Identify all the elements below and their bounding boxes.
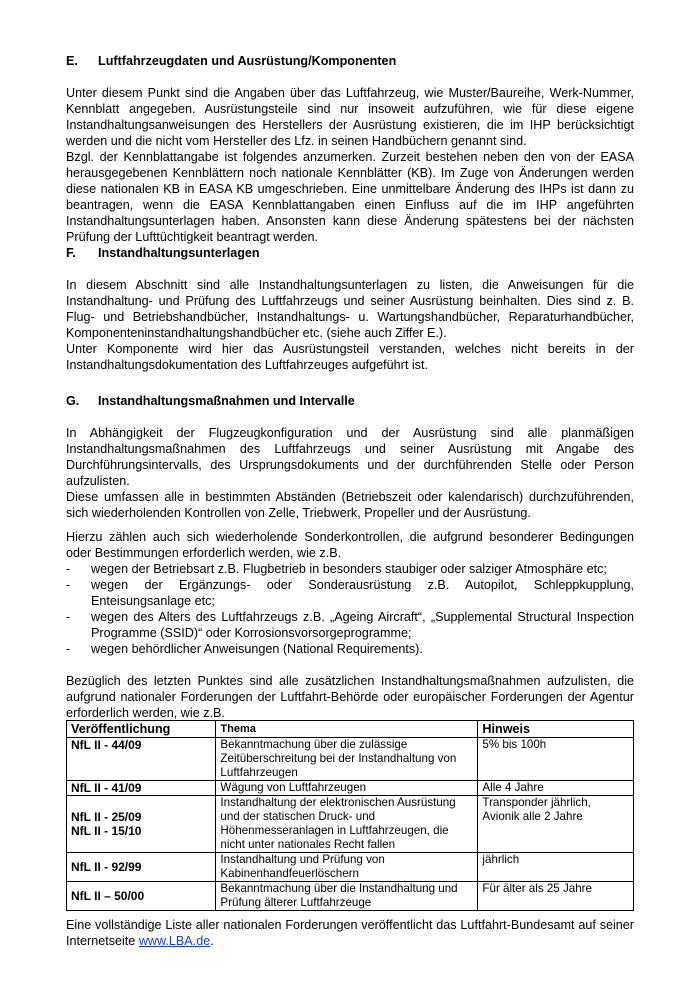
section-e-paragraph-1: Unter diesem Punkt sind die Angaben über das Luftfahrzeug, wie Muster/Baureihe, Werk-Nummer, Kennblatt angegeben. Ausrüstungsteile sind nur insoweit aufzuführen, wie für diese eigene Instandhaltungsanweisungen des Herstellers der Ausrüstung existieren, die im IHP berücksichtigt werden und die nicht vom Hersteller des Lfz. in seinen Handbüchern genannt sind. <box>66 86 634 148</box>
section-e-letter: E. <box>66 54 78 68</box>
bullet-marker: - <box>66 642 71 656</box>
section-g-paragraph-4: Bezüglich des letzten Punktes sind alle zusätzlichen Instandhaltungsmaßnahmen aufzulisten, die aufgrund nationaler Forderungen der Luftfahrt-Behörde oder europäischer Forderungen der Agentur erforderlich werden, wie z.B. <box>66 674 634 720</box>
publication-cell: NfL II - 41/09 <box>67 781 216 796</box>
list-item <box>66 609 634 641</box>
publication-line: NfL II - 15/10 <box>71 824 142 838</box>
publication-cell: NfL II - 92/99 <box>67 853 216 882</box>
table-row <box>67 738 634 781</box>
list-item <box>66 577 634 609</box>
note-line: Transponder jährlich, <box>482 796 591 809</box>
publication-cell: NfL II - 44/09 <box>67 738 216 781</box>
table-row <box>67 781 634 796</box>
note-cell: Alle 4 Jahre <box>478 781 634 796</box>
section-g-title: Instandhaltungsmaßnahmen und Intervalle <box>98 394 355 408</box>
section-f-heading <box>66 245 260 261</box>
footer-text: Eine vollständige Liste aller nationalen Forderungen veröffentlicht das Luftfahrt-Bundesamt auf seiner Internetseite <box>66 918 634 948</box>
list-item <box>66 561 634 577</box>
note-cell: jährlich <box>478 853 634 882</box>
section-g-paragraph-1: In Abhängigkeit der Flugzeugkonfiguration und der Ausrüstung sind alle planmäßigen Instandhaltungsmaßnahmen des Luftfahrzeugs und seiner Ausrüstung mit Angabe des Durchführungsintervalls, des Ursprungsdokuments und der durchführenden Stelle oder Person aufzulisten. <box>66 426 634 488</box>
list-item <box>66 641 634 657</box>
footer-paragraph <box>66 917 634 949</box>
column-header-publication: Veröffentlichung <box>67 721 216 738</box>
publication-cell <box>67 796 216 853</box>
table-row <box>67 796 634 853</box>
column-header-topic: Thema <box>216 721 478 738</box>
table-header-row <box>67 721 634 738</box>
note-cell: 5% bis 100h <box>478 738 634 781</box>
section-f-paragraph-2: Unter Komponente wird hier das Ausrüstungsteil verstanden, welches nicht bereits in der Instandhaltungsdokumentation des Luftfahrzeuges aufgeführt ist. <box>66 342 634 372</box>
bullet-text: wegen des Alters des Luftfahrzeugs z.B. „Ageing Aircraft“, „Supplemental Structural Inspection Programme (SSID)“ oder Korrosionsvorsorgeprogramme; <box>91 610 634 640</box>
table-row <box>67 882 634 911</box>
note-line: Avionik alle 2 Jahre <box>482 810 583 823</box>
bullet-marker: - <box>66 562 71 576</box>
topic-cell: Bekanntmachung über die zulässige Zeitüberschreitung bei der Instandhaltung von Luftfahrzeugen <box>216 738 478 781</box>
topic-cell: Instandhaltung der elektronischen Ausrüstung und der statischen Druck- und Höhenmesseranlagen in Luftfahrzeugen, die nicht unter nationales Recht fallen <box>216 796 478 853</box>
note-cell <box>478 796 634 853</box>
column-header-note: Hinweis <box>478 721 634 738</box>
topic-cell: Instandhaltung und Prüfung von Kabinenhandfeuerlöschern <box>216 853 478 882</box>
section-g-heading <box>66 393 355 409</box>
requirements-table <box>66 720 634 911</box>
bullet-marker: - <box>66 610 71 624</box>
section-e-paragraph-2: Bzgl. der Kennblattangabe ist folgendes anzumerken. Zurzeit bestehen neben den von der EASA herausgegebenen Kennblättern noch nationale Kennblätter (KB). Im Zuge von Änderungen werden diese nationalen KB in EASA KB umgeschrieben. Eine unmittelbare Änderung des IHPs ist dann zu beantragen, wenn die EASA Kennblattangaben einen Einfluss auf die im IHP angeführten Instandhaltungsunterlagen haben. Ansonsten kann diese Änderung spätestens bei der nächsten Prüfung der Lufttüchtigkeit beantragt werden. <box>66 150 634 244</box>
publication-cell: NfL II – 50/00 <box>67 882 216 911</box>
section-f-letter: F. <box>66 246 76 260</box>
bullet-marker: - <box>66 578 71 592</box>
section-f-title: Instandhaltungsunterlagen <box>98 246 260 260</box>
publication-line: NfL II - 25/09 <box>71 810 142 824</box>
bullet-text: wegen der Betriebsart z.B. Flugbetrieb in besonders staubiger oder salziger Atmosphäre etc; <box>91 562 607 576</box>
topic-cell: Wägung von Luftfahrzeugen <box>216 781 478 796</box>
section-g-letter: G. <box>66 394 80 408</box>
table-row <box>67 853 634 882</box>
section-e-title: Luftfahrzeugdaten und Ausrüstung/Komponenten <box>98 54 397 68</box>
note-cell: Für älter als 25 Jahre <box>478 882 634 911</box>
topic-cell: Bekanntmachung über die Instandhaltung und Prüfung älterer Luftfahrzeuge <box>216 882 478 911</box>
bullet-text: wegen der Ergänzungs- oder Sonderausrüstung z.B. Autopilot, Schleppkupplung, Enteisungsanlage etc; <box>91 578 634 608</box>
section-g-paragraph-3: Hierzu zählen auch sich wiederholende Sonderkontrollen, die aufgrund besonderer Bedingungen oder Bestimmungen erforderlich werden, wie z.B. <box>66 530 634 560</box>
section-f-paragraph-1: In diesem Abschnitt sind alle Instandhaltungsunterlagen zu listen, die Anweisungen für die Instandhaltung- und Prüfung des Luftfahrzeugs und seiner Ausrüstung beinhalten. Dies sind z. B. Flug- und Betriebshandbücher, Instandhaltungs- u. Wartungshandbücher, Reparaturhandbücher, Komponenteninstandhaltungshandbücher etc. (siehe auch Ziffer E.). <box>66 278 634 340</box>
section-e-heading <box>66 53 396 69</box>
footer-period: . <box>210 934 214 948</box>
lba-website-link[interactable]: www.LBA.de <box>138 934 211 948</box>
bullet-text: wegen behördlicher Anweisungen (National Requirements). <box>91 642 423 656</box>
section-g-paragraph-2: Diese umfassen alle in bestimmten Abständen (Betriebszeit oder kalendarisch) durchzuführenden, sich wiederholenden Kontrollen von Zelle, Triebwerk, Propeller und der Ausrüstung. <box>66 490 634 520</box>
